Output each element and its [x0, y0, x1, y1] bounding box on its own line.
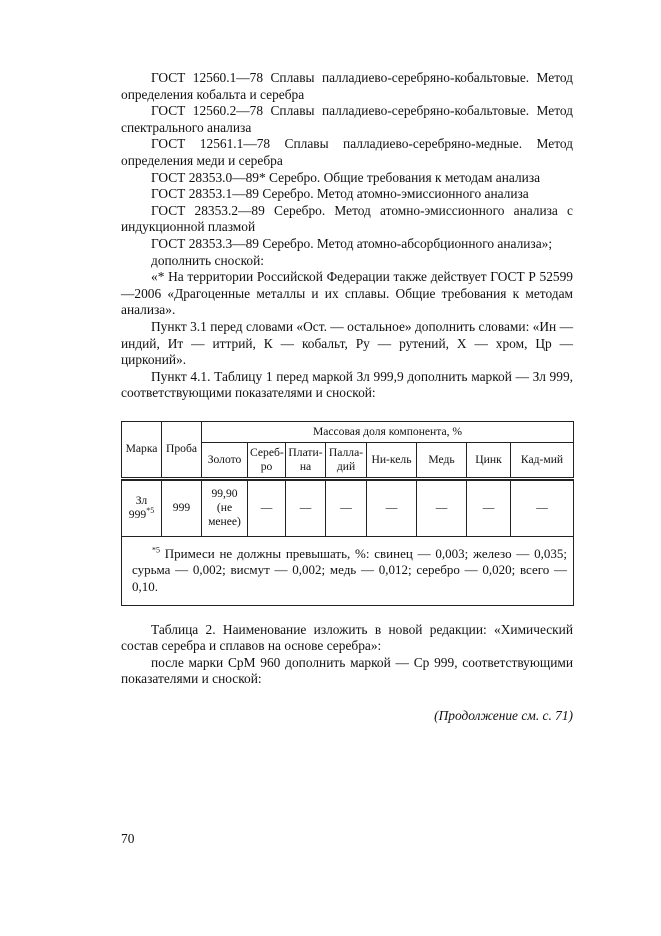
- cell-proba: 999: [162, 480, 202, 536]
- header-mass-fraction: Массовая доля компонента, %: [202, 421, 574, 442]
- composition-table: [121, 421, 573, 606]
- header-platinum: Плати-на: [286, 442, 326, 478]
- table-footnote: $^{*5}$ Примеси не должны превышать, %: свинец — 0,003; железо — 0,035; сурьма — 0,002; висмут — 0,002; медь — 0,012; серебро — 0,020; всего — 0,10.: [122, 536, 574, 605]
- cell-nickel: —: [367, 480, 417, 536]
- header-marka: Марка: [122, 421, 162, 478]
- cell-cadmium: —: [511, 480, 574, 536]
- header-nickel: Ни-кель: [367, 442, 417, 478]
- paragraph: ГОСТ 12560.2—78 Сплавы палладиево-серебряно-кобальтовые. Метод спектрального анализа: [121, 103, 573, 135]
- paragraph: ГОСТ 28353.0—89* Серебро. Общие требования к методам анализа: [151, 169, 541, 185]
- paragraph: дополнить сноской:: [151, 252, 265, 268]
- header-copper: Медь: [417, 442, 467, 478]
- header-proba: Проба: [162, 421, 202, 478]
- cell-gold: 99,90 (не менее): [202, 480, 248, 536]
- header-silver: Сереб-ро: [248, 442, 286, 478]
- paragraph: ГОСТ 12561.1—78 Сплавы палладиево-серебряно-медные. Метод определения меди и серебра: [121, 136, 573, 168]
- paragraph: Таблица 2. Наименование изложить в новой редакции: «Химический состав серебра и сплавов на основе серебра»:: [121, 621, 573, 654]
- cell-platinum: —: [286, 480, 326, 536]
- cell-zinc: —: [467, 480, 511, 536]
- paragraph: ГОСТ 28353.2—89 Серебро. Метод атомно-эмиссионного анализа с индукционной плазмой: [121, 202, 573, 235]
- paragraph: после марки СрМ 960 дополнить маркой — Ср 999, соответствующими показателями и сноской:: [121, 654, 573, 687]
- paragraph: «* На территории Российской Федерации также действует ГОСТ Р 52599—2006 «Драгоценные металлы и их сплавы. Общие требования к методам анализа».: [121, 269, 573, 318]
- paragraph: ГОСТ 28353.3—89 Серебро. Метод атомно-абсорбционного анализа»;: [151, 235, 553, 251]
- cell-palladium: —: [326, 480, 367, 536]
- document-page: [121, 70, 573, 725]
- header-cadmium: Кад-мий: [511, 442, 574, 478]
- paragraph: ГОСТ 12560.1—78 Сплавы палладиево-серебряно-кобальтовые. Метод определения кобальта и серебра: [121, 70, 573, 102]
- header-palladium: Палла-дий: [326, 442, 367, 478]
- page-number: 70: [121, 831, 135, 846]
- cell-marka: Зл 999$^{*5}$: [122, 480, 162, 536]
- header-gold: Золото: [202, 442, 248, 478]
- table-row: [122, 480, 574, 536]
- cell-copper: —: [417, 480, 467, 536]
- paragraph: Пункт 3.1 перед словами «Ост. — остальное» дополнить словами: «Ин — индий, Ит — иттрий, К — кобальт, Ру — рутений, Х — хром, Цр — цирконий».: [121, 318, 573, 368]
- paragraph: ГОСТ 28353.1—89 Серебро. Метод атомно-эмиссионного анализа: [151, 186, 529, 202]
- continuation-note: (Продолжение см. с. 71): [434, 708, 573, 724]
- cell-silver: —: [248, 480, 286, 536]
- paragraph: Пункт 4.1. Таблицу 1 перед маркой Зл 999,9 дополнить маркой — Зл 999, соответствующими показателями и сноской:: [121, 368, 573, 401]
- header-zinc: Цинк: [467, 442, 511, 478]
